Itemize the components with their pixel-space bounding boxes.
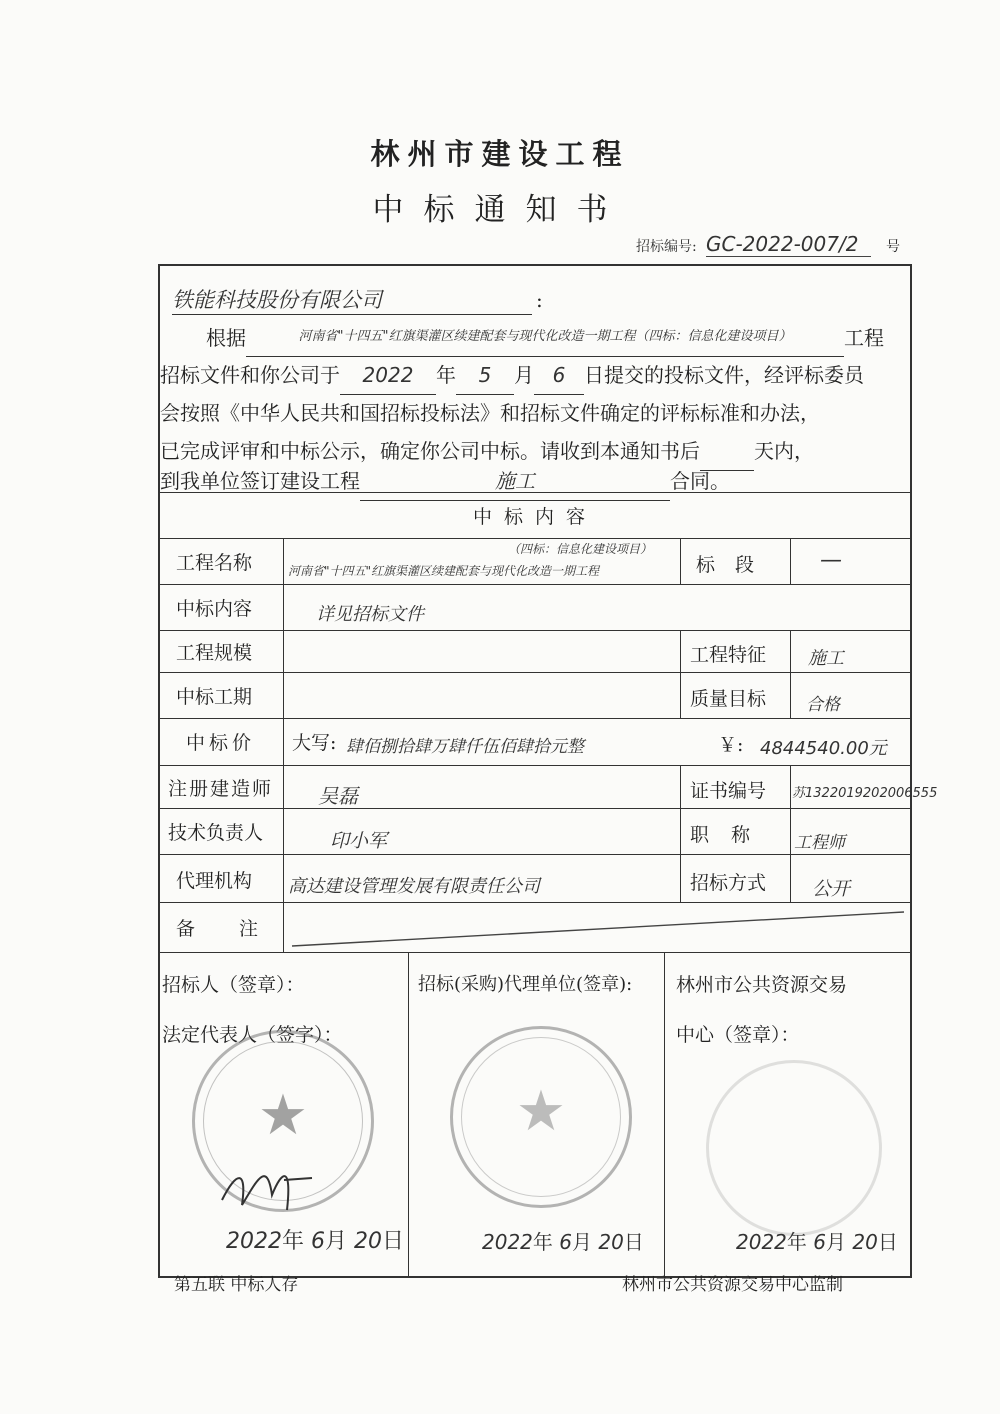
paragraph-line-1 xyxy=(206,318,884,357)
cert-value: 苏1322019202006555 xyxy=(792,786,938,801)
p1-prefix: 根据 xyxy=(206,326,246,350)
footer-left: 第五联 中标人存 xyxy=(174,1275,299,1295)
grid-line xyxy=(283,538,284,952)
p4-suffix: 天内， xyxy=(754,439,814,463)
star-icon: ★ xyxy=(257,1083,309,1148)
grid-line xyxy=(158,765,912,766)
legal-rep-label: 法定代表人（签字）： xyxy=(162,1024,343,1046)
agency-label: 代理机构 xyxy=(176,870,253,892)
grid-line xyxy=(408,952,409,1278)
quality-label: 质量目标 xyxy=(690,688,767,710)
price-upper-value: 肆佰捌拾肆万肆仟伍佰肆拾元整 xyxy=(346,737,584,757)
date-tenderer: 2022年 6月 20日 xyxy=(226,1229,405,1254)
document-subtitle: 中标通知书 xyxy=(372,192,628,228)
p5-prefix: 到我单位签订建设工程 xyxy=(160,469,360,493)
grid-line xyxy=(158,854,912,855)
title-label: 职称 xyxy=(690,824,773,846)
p2-suffix: 日提交的投标文件，经评标委员 xyxy=(584,363,864,387)
grid-line xyxy=(158,718,912,719)
grid-line xyxy=(158,584,912,585)
year-label: 年 xyxy=(436,363,456,387)
grid-line xyxy=(158,492,912,493)
feature-label: 工程特征 xyxy=(690,644,767,666)
date-agency: 2022年 6月 20日 xyxy=(482,1230,644,1254)
method-label: 招标方式 xyxy=(690,872,767,894)
paragraph-line-5 xyxy=(160,462,730,501)
section-value: — xyxy=(820,548,842,573)
grid-line xyxy=(680,538,681,584)
cert-label: 证书编号 xyxy=(690,780,767,802)
remark-label: 备注 xyxy=(176,918,303,940)
p2-prefix: 招标文件和你公司于 xyxy=(160,363,340,387)
grid-line xyxy=(790,630,791,718)
engineer-label: 注册建造师 xyxy=(168,778,274,800)
p4-prefix: 已完成评审和中标公示，确定你公司中标。请收到本通知书后 xyxy=(160,439,700,463)
grid-line xyxy=(680,765,681,902)
paragraph-line-2 xyxy=(160,356,864,395)
tech-value: 印小军 xyxy=(330,830,388,852)
section-label: 标段 xyxy=(696,554,775,576)
agency-sign-label: 招标(采购)代理单位(签章): xyxy=(418,974,633,995)
grid-line xyxy=(158,630,912,631)
star-icon: ★ xyxy=(515,1079,567,1144)
project-name-line2: 河南省"十四五"红旗渠灌区续建配套与现代化改造一期工程 xyxy=(288,564,600,578)
scale-label: 工程规模 xyxy=(176,642,253,664)
paragraph-line-3: 会按照《中华人民共和国招标投标法》和招标文件确定的评标标准和办法， xyxy=(160,401,820,425)
tenderer-sign-label: 招标人（签章）： xyxy=(162,974,305,996)
recipient-name: 铁能科技股份有限公司 xyxy=(172,284,532,315)
project-name-handwritten: 河南省"十四五"红旗渠灌区续建配套与现代化改造一期工程（四标：信息化建设项目） xyxy=(246,318,844,357)
contract-type: 施工 xyxy=(360,462,670,501)
title-value: 工程师 xyxy=(794,833,845,853)
grid-line xyxy=(158,952,912,953)
center-sign-line1: 林州市公共资源交易 xyxy=(676,974,848,996)
method-value: 公开 xyxy=(812,878,851,900)
legal-rep-signature xyxy=(212,1150,322,1220)
submit-day: 6 xyxy=(534,356,584,395)
price-value: 4844540.00元 xyxy=(760,738,887,759)
content-value: 详见招标文件 xyxy=(316,604,424,625)
price-symbol: ￥: xyxy=(718,734,744,756)
project-name-line1: （四标：信息化建设项目） xyxy=(508,542,653,556)
grid-line xyxy=(158,538,912,539)
agency-seal xyxy=(450,1026,632,1208)
date-center: 2022年 6月 20日 xyxy=(736,1230,898,1254)
grid-line xyxy=(158,672,912,673)
grid-line xyxy=(790,765,791,902)
project-name-label: 工程名称 xyxy=(176,552,253,574)
footer-right: 林州市公共资源交易中心监制 xyxy=(622,1275,843,1295)
month-label: 月 xyxy=(514,363,534,387)
doc-number-label: 招标编号: xyxy=(636,239,697,255)
p1-suffix: 工程 xyxy=(844,326,884,350)
price-upper-label: 大写: xyxy=(292,732,337,754)
center-seal xyxy=(706,1060,882,1236)
remark-strike xyxy=(284,902,912,952)
content-label: 中标内容 xyxy=(176,598,253,620)
grid-line xyxy=(680,630,681,718)
document-title: 林州市建设工程 xyxy=(370,137,630,171)
grid-line xyxy=(158,808,912,809)
period-label: 中标工期 xyxy=(176,686,253,708)
price-label: 中标价 xyxy=(186,732,256,754)
submit-month: 5 xyxy=(456,356,514,395)
section-title: 中标内容 xyxy=(472,506,597,528)
submit-year: 2022 xyxy=(340,356,436,395)
engineer-value: 吴磊 xyxy=(318,784,358,808)
recipient-colon: : xyxy=(536,288,543,312)
doc-number-suffix: 号 xyxy=(886,239,900,255)
grid-line xyxy=(790,538,791,584)
tech-label: 技术负责人 xyxy=(168,822,264,844)
agency-value: 高达建设管理发展有限责任公司 xyxy=(288,876,540,897)
center-sign-line2: 中心（签章）： xyxy=(676,1024,800,1046)
quality-value: 合格 xyxy=(806,695,840,715)
p5-suffix: 合同。 xyxy=(670,469,730,493)
grid-line xyxy=(664,952,665,1278)
feature-value: 施工 xyxy=(808,648,844,669)
doc-number-value: GC-2022-007/2 xyxy=(706,232,871,257)
